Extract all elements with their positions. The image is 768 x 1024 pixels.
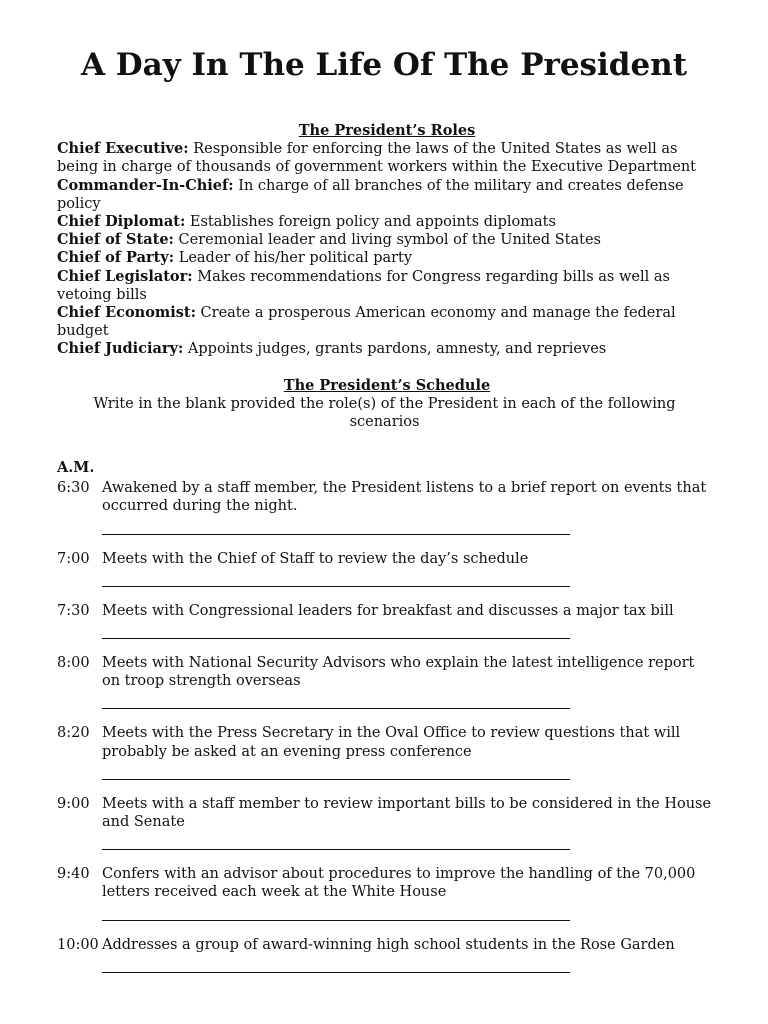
page-title: A Day In The Life Of The President	[80, 47, 688, 83]
answer-blank[interactable]	[102, 902, 717, 928]
role-name: Commander-In-Chief:	[57, 176, 234, 194]
schedule-text: Meets with a staff member to review important bills to be considered in the House and Senate	[102, 795, 712, 831]
role-description: Appoints judges, grants pardons, amnesty, and reprieves	[183, 341, 607, 358]
schedule-text: Meets with Congressional leaders for breakfast and discusses a major tax bill	[102, 602, 674, 619]
schedule-item	[57, 654, 717, 716]
answer-blank[interactable]	[102, 620, 717, 646]
schedule-time: 8:20	[57, 725, 90, 742]
role-name: Chief Judiciary:	[57, 340, 184, 358]
spacer	[57, 359, 717, 377]
role-entry	[57, 231, 717, 249]
role-name: Chief Economist:	[57, 304, 196, 322]
roles-heading: The President’s Roles	[298, 122, 476, 139]
answer-blank[interactable]	[102, 690, 717, 716]
schedule-time: 10:00	[57, 936, 99, 953]
schedule-text: Meets with the Chief of Staff to review the day’s schedule	[102, 550, 529, 567]
schedule-time: 7:30	[57, 602, 90, 619]
schedule-text: Confers with an advisor about procedures to improve the handling of the 70,000 letters received each week at the White House	[102, 866, 696, 901]
document-body	[57, 122, 717, 980]
answer-blank[interactable]	[102, 516, 717, 542]
role-description: Responsible for enforcing the laws of the United States as well as being in charge of thousands of government workers within the Executive Department	[57, 141, 696, 176]
schedule-item	[57, 550, 717, 594]
schedule-text: Meets with National Security Advisors who explain the latest intelligence report on troop strength overseas	[102, 655, 695, 690]
schedule-time: 9:00	[57, 795, 90, 812]
schedule-item	[57, 479, 717, 541]
role-description: In charge of all branches of the military and creates defense policy	[57, 177, 684, 212]
role-name: Chief Diplomat:	[57, 213, 186, 231]
schedule-item	[57, 865, 717, 927]
answer-blank[interactable]	[102, 761, 717, 787]
am-label: A.M.	[57, 459, 95, 477]
schedule-item	[57, 602, 717, 646]
schedule-time: 9:40	[57, 866, 90, 883]
role-entry	[57, 249, 717, 267]
schedule-text: Awakened by a staff member, the President listens to a brief report on events that occurred during the night.	[102, 480, 707, 515]
roles-list	[57, 140, 717, 358]
schedule-time: 7:00	[57, 550, 90, 567]
role-description: Makes recommendations for Congress regarding bills as well as vetoing bills	[57, 268, 670, 303]
role-name: Chief Executive:	[57, 140, 189, 158]
schedule-time: 8:00	[57, 655, 90, 672]
role-description: Ceremonial leader and living symbol of the United States	[173, 232, 601, 249]
schedule-item	[57, 724, 717, 786]
schedule-item	[57, 795, 717, 857]
role-description: Create a prosperous American economy and manage the federal budget	[57, 305, 676, 340]
answer-blank[interactable]	[102, 831, 717, 857]
answer-blank[interactable]	[102, 568, 717, 594]
schedule-text: Addresses a group of award-winning high school students in the Rose Garden	[102, 936, 675, 953]
role-entry	[57, 268, 717, 304]
schedule-heading: The President’s Schedule	[283, 376, 491, 394]
role-entry	[57, 140, 717, 176]
schedule-time: 6:30	[57, 480, 90, 497]
schedule-list	[57, 479, 717, 980]
instructions: Write in the blank provided the role(s) of the President in each of the following scenarios	[93, 395, 676, 431]
role-name: Chief Legislator:	[57, 267, 193, 285]
role-entry	[57, 340, 717, 358]
role-name: Chief of State:	[57, 231, 174, 249]
spacer	[57, 431, 717, 459]
schedule-item	[57, 936, 717, 980]
role-description: Leader of his/her political party	[174, 250, 413, 267]
role-entry	[57, 213, 717, 231]
schedule-text: Meets with the Press Secretary in the Oval Office to review questions that will probably be asked at an evening press conference	[102, 725, 681, 760]
role-entry	[57, 177, 717, 213]
role-entry	[57, 304, 717, 340]
role-description: Establishes foreign policy and appoints diplomats	[185, 214, 556, 231]
answer-blank[interactable]	[102, 954, 717, 980]
role-name: Chief of Party:	[57, 249, 175, 267]
